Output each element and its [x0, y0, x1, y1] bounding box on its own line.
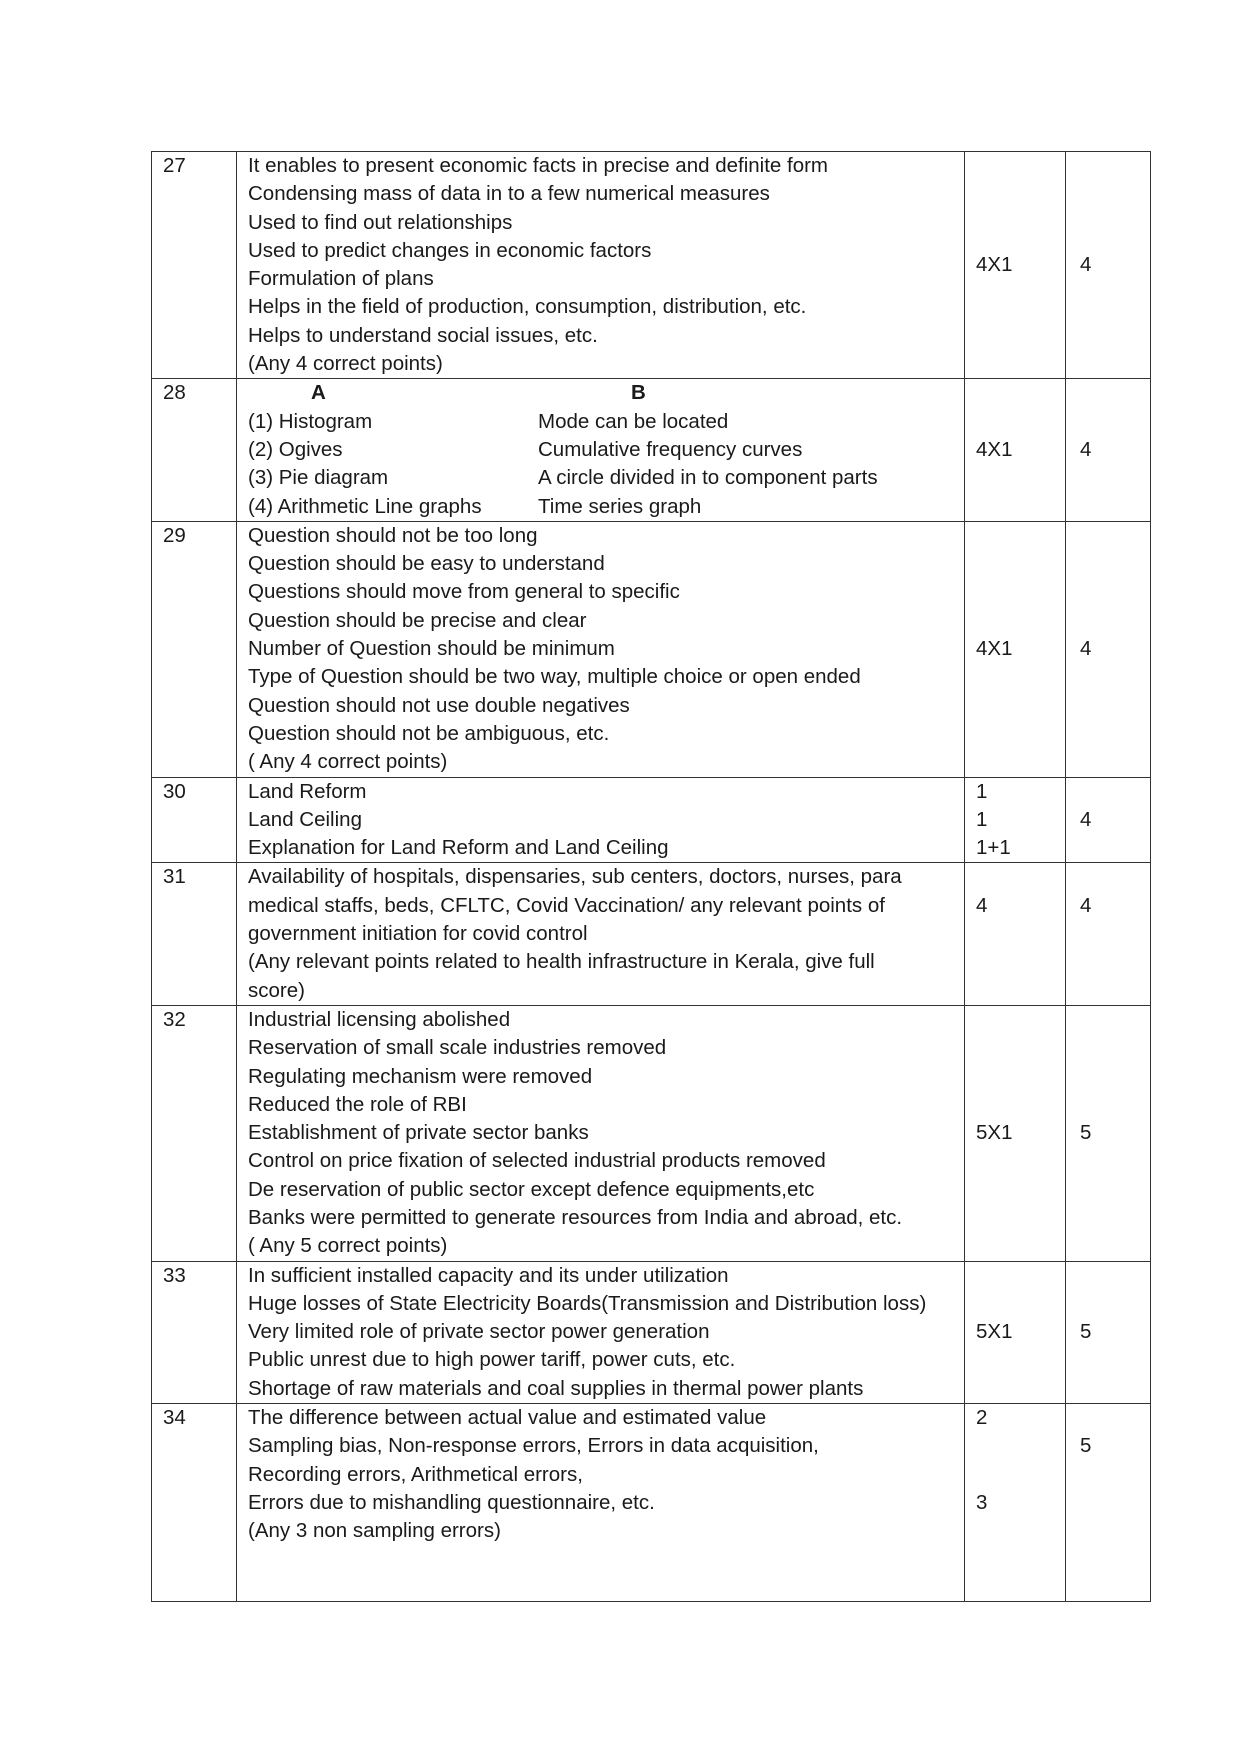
- total-score: 4: [1066, 521, 1151, 777]
- answer-line: Huge losses of State Electricity Boards(Transmission and Distribution loss): [248, 1291, 927, 1315]
- answer-line: ( Any 5 correct points): [248, 1234, 448, 1258]
- answer-line: Public unrest due to high power tariff, power cuts, etc.: [248, 1348, 736, 1372]
- answer-line: Helps in the field of production, consumption, distribution, etc.: [248, 295, 807, 319]
- split-mark: 3: [976, 1490, 988, 1514]
- match-pair: [248, 493, 964, 521]
- question-number: 34: [152, 1404, 237, 1602]
- answer-points: [237, 521, 965, 777]
- answer-line: Question should be easy to understand: [248, 552, 605, 576]
- answer-line: medical staffs, beds, CFLTC, Covid Vaccination/ any relevant points of: [248, 893, 885, 917]
- score-split: 5X1: [965, 1005, 1066, 1261]
- total-score: 4: [1066, 152, 1151, 379]
- table-row: [152, 1404, 1151, 1602]
- question-number: 29: [152, 521, 237, 777]
- score-split: 4X1: [965, 521, 1066, 777]
- match-item-a: (3) Pie diagram: [248, 466, 389, 490]
- score-split: 5X1: [965, 1261, 1066, 1403]
- table-row: [152, 1261, 1151, 1403]
- answer-line: (Any 3 non sampling errors): [248, 1519, 501, 1543]
- answer-line: Type of Question should be two way, multiple choice or open ended: [248, 665, 861, 689]
- table-row: [152, 521, 1151, 777]
- match-pair: [248, 464, 964, 492]
- answer-line: It enables to present economic facts in precise and definite form: [248, 154, 829, 177]
- split-mark: 1+1: [976, 836, 1011, 860]
- answer-line: Helps to understand social issues, etc.: [248, 323, 598, 347]
- answer-line: Establishment of private sector banks: [248, 1121, 589, 1145]
- split-mark: 1: [976, 779, 988, 803]
- answer-line: The difference between actual value and estimated value: [248, 1406, 767, 1430]
- answer-points: [237, 863, 965, 1005]
- answer-line: ( Any 4 correct points): [248, 750, 448, 774]
- table-row: [152, 379, 1151, 521]
- table-row: [152, 863, 1151, 1005]
- answer-line: (Any relevant points related to health infrastructure in Kerala, give full: [248, 950, 875, 974]
- answer-line: Land Reform: [248, 779, 367, 803]
- answer-line: De reservation of public sector except defence equipments,etc: [248, 1177, 815, 1201]
- table-row: [152, 777, 1151, 863]
- answer-line: government initiation for covid control: [248, 922, 588, 946]
- total-score: 4: [1066, 379, 1151, 521]
- question-number: 30: [152, 777, 237, 863]
- answer-line: Availability of hospitals, dispensaries, sub centers, doctors, nurses, para: [248, 865, 902, 889]
- answer-line: Question should not be too long: [248, 523, 538, 547]
- question-number: 28: [152, 379, 237, 521]
- total-score: 4: [1066, 777, 1151, 863]
- match-table: [237, 379, 965, 521]
- score-split: [965, 777, 1066, 863]
- column-b-header: B: [631, 381, 646, 405]
- answer-line: Control on price fixation of selected industrial products removed: [248, 1149, 826, 1173]
- split-mark: 1: [976, 807, 988, 831]
- answer-line: Reservation of small scale industries removed: [248, 1036, 667, 1060]
- match-item-b: Mode can be located: [538, 409, 729, 433]
- match-item-a: (1) Histogram: [248, 409, 373, 433]
- total-score: 5: [1066, 1261, 1151, 1403]
- answer-line: Question should not be ambiguous, etc.: [248, 721, 610, 745]
- score-split: [965, 1404, 1066, 1602]
- answer-line: Land Ceiling: [248, 807, 362, 831]
- answer-line: Question should be precise and clear: [248, 608, 587, 632]
- total-score: 5: [1066, 1005, 1151, 1261]
- answer-points: [237, 1005, 965, 1261]
- answer-line: score): [248, 978, 305, 1002]
- table-row: [152, 152, 1151, 379]
- score-split: 4X1: [965, 379, 1066, 521]
- answer-key-table: [151, 151, 1151, 1602]
- answer-line: Shortage of raw materials and coal supplies in thermal power plants: [248, 1376, 864, 1400]
- answer-line: Reduced the role of RBI: [248, 1092, 467, 1116]
- match-item-b: Time series graph: [538, 494, 702, 518]
- answer-line: Industrial licensing abolished: [248, 1007, 511, 1031]
- split-mark: 2: [976, 1406, 988, 1430]
- total-score: 4: [1066, 863, 1151, 1005]
- match-pair: [248, 408, 964, 436]
- total-score: 5: [1066, 1404, 1151, 1602]
- column-a-header: A: [311, 381, 326, 405]
- answer-line: Used to find out relationships: [248, 210, 513, 234]
- answer-line: Condensing mass of data in to a few numerical measures: [248, 182, 770, 206]
- answer-line: Question should not use double negatives: [248, 693, 630, 717]
- answer-line: Recording errors, Arithmetical errors,: [248, 1462, 583, 1486]
- question-number: 32: [152, 1005, 237, 1261]
- answer-line: Banks were permitted to generate resources from India and abroad, etc.: [248, 1205, 903, 1229]
- match-item-b: Cumulative frequency curves: [538, 437, 803, 461]
- answer-line: Very limited role of private sector power generation: [248, 1320, 710, 1344]
- answer-points: [237, 152, 965, 379]
- match-pair: [248, 436, 964, 464]
- match-item-a: (4) Arithmetic Line graphs: [248, 494, 482, 518]
- answer-line: (Any 4 correct points): [248, 352, 443, 376]
- table-row: [152, 1005, 1151, 1261]
- answer-points: [237, 777, 965, 863]
- question-number: 31: [152, 863, 237, 1005]
- question-number: 27: [152, 152, 237, 379]
- answer-line: Formulation of plans: [248, 267, 434, 291]
- answer-points: [237, 1404, 965, 1602]
- answer-points: [237, 1261, 965, 1403]
- answer-line: Explanation for Land Reform and Land Ceiling: [248, 836, 669, 860]
- answer-line: Number of Question should be minimum: [248, 637, 615, 661]
- question-number: 33: [152, 1261, 237, 1403]
- score-split: 4X1: [965, 152, 1066, 379]
- match-header: [248, 379, 964, 407]
- answer-line: Sampling bias, Non-response errors, Errors in data acquisition,: [248, 1434, 819, 1458]
- answer-line: Errors due to mishandling questionnaire, etc.: [248, 1490, 655, 1514]
- answer-line: Used to predict changes in economic factors: [248, 238, 652, 262]
- answer-line: Questions should move from general to specific: [248, 580, 680, 604]
- match-item-b: A circle divided in to component parts: [538, 466, 878, 490]
- answer-line: Regulating mechanism were removed: [248, 1064, 593, 1088]
- match-item-a: (2) Ogives: [248, 437, 343, 461]
- answer-line: In sufficient installed capacity and its under utilization: [248, 1263, 729, 1287]
- score-split: 4: [965, 863, 1066, 1005]
